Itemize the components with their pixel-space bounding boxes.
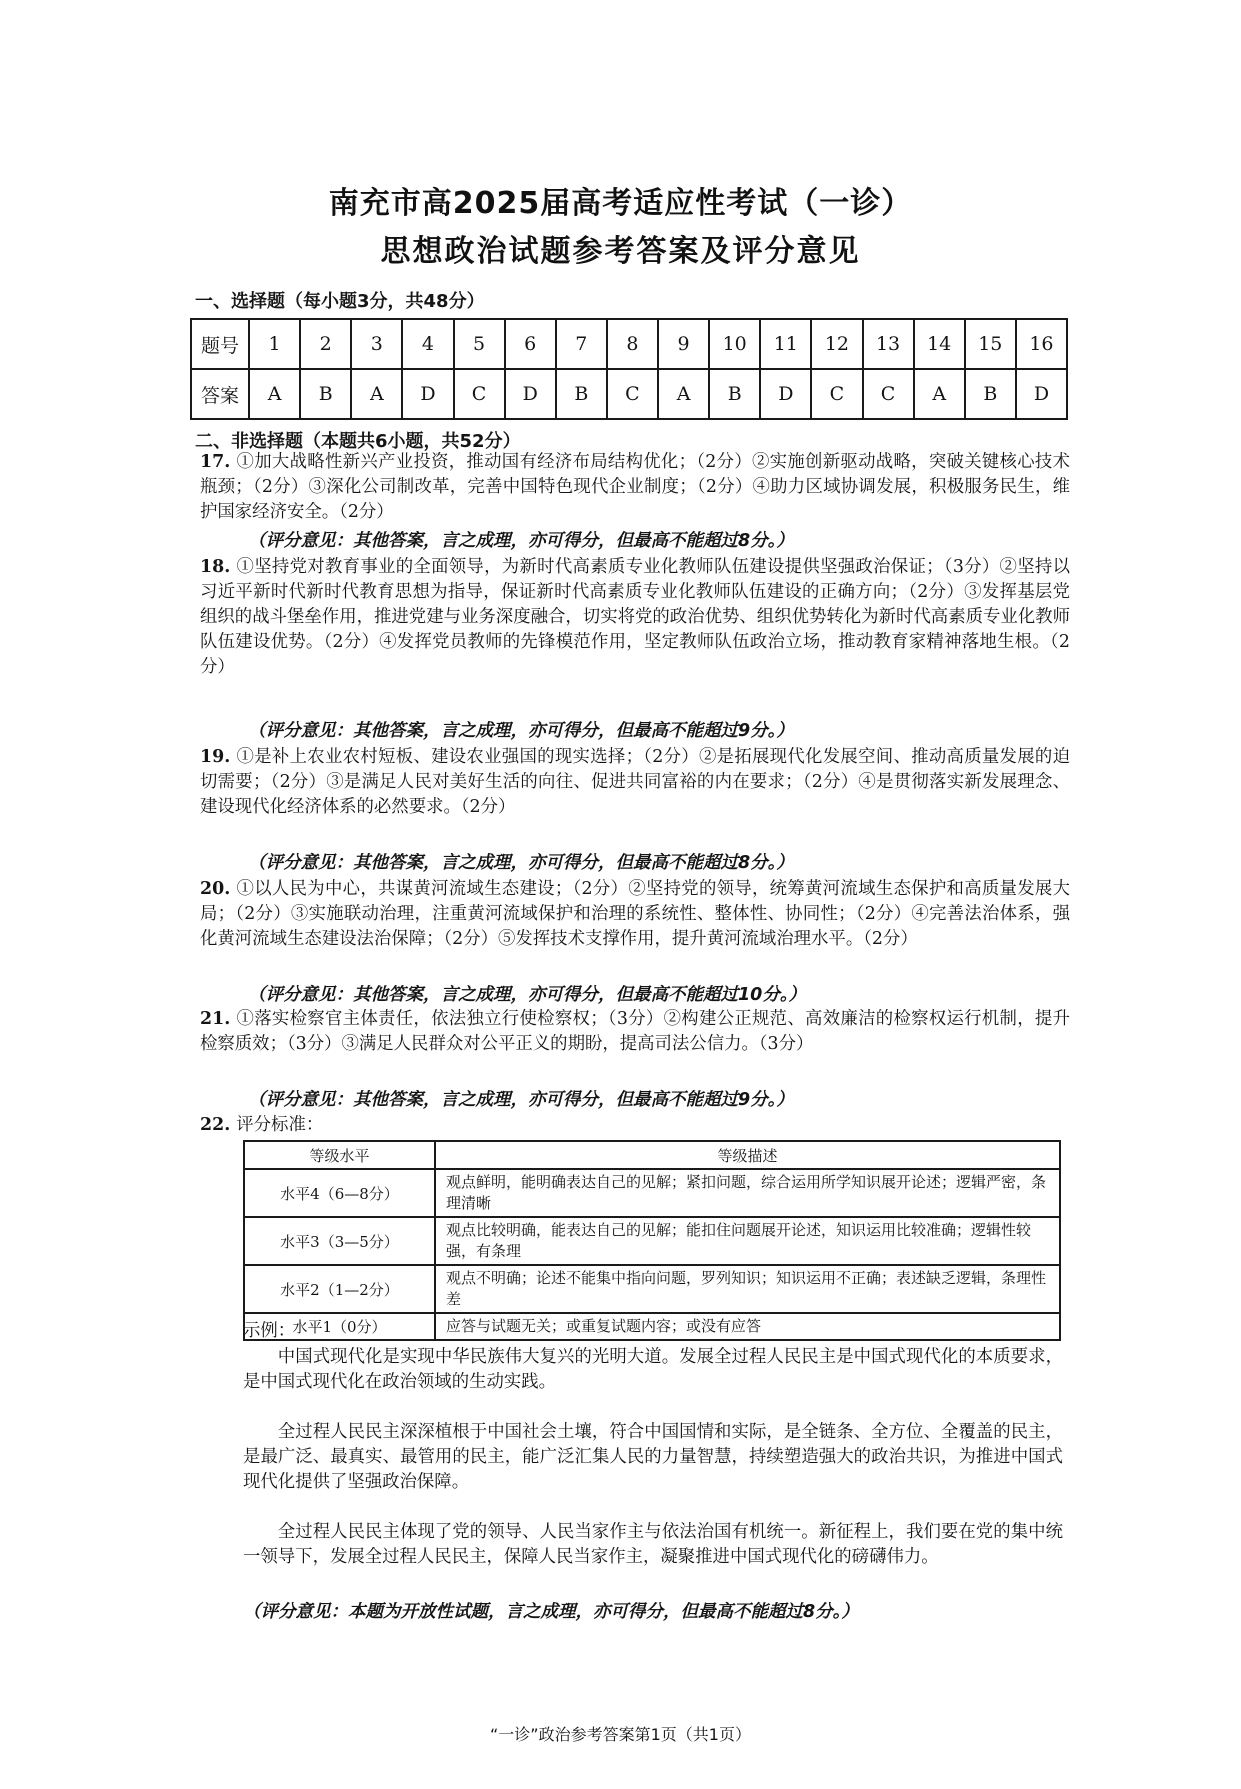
- example-paragraph: 全过程人民民主体现了党的领导、人民当家作主与依法治国有机统一。新征程上，我们要在党的集中统一领导下，发展全过程人民民主，保障人民当家作主，凝聚推进中国式现代化的磅礴伟力。: [243, 1522, 1063, 1567]
- question-number: 17.: [200, 452, 231, 472]
- answer-cell: D: [760, 369, 811, 419]
- question-number: 19.: [200, 747, 231, 767]
- question-number: 13: [863, 319, 914, 369]
- answer-text: ①是补上农业农村短板、建设农业强国的现实选择；（2分）②是拓展现代化发展空间、推动高质量发展的迫切需要；（2分）③是满足人民对美好生活的向往、促进共同富裕的内在要求；（2分）④是贯彻落实新发展理念、建设现代化经济体系的必然要求。（2分）: [200, 747, 1070, 817]
- answer-text: ①坚持党对教育事业的全面领导，为新时代高素质专业化教师队伍建设提供坚强政治保证；（3分）②坚持以习近平新时代新时代教育思想为指导，保证新时代高素质专业化教师队伍建设的正确方向；（2分）③发挥基层党组织的战斗堡垒作用，推进党建与业务深度融合，切实将党的政治优势、组织优势转化为新时代高素质专业化教师队伍建设优势。（2分）④发挥党员教师的先锋模范作用，坚定教师队伍政治立场，推动教育家精神落地生根。（2分）: [200, 557, 1070, 677]
- question-number: 4: [402, 319, 453, 369]
- answer-cell: C: [607, 369, 658, 419]
- level-column-header: 等级水平: [244, 1141, 435, 1169]
- example-label: 示例：: [243, 1321, 296, 1341]
- question-number: 12: [811, 319, 862, 369]
- level-name: 水平3（3—5分）: [244, 1217, 435, 1265]
- answer-text: ①加大战略性新兴产业投资，推动国有经济布局结构优化；（2分）②实施创新驱动战略，突破关键核心技术瓶颈；（2分）③深化公司制改革，完善中国特色现代企业制度；（2分）④助力区域协调发展，积极服务民生，维护国家经济安全。（2分）: [200, 452, 1070, 522]
- grading-note: （评分意见：其他答案，言之成理，亦可得分，但最高不能超过8分。）: [248, 531, 794, 551]
- answer-cell: B: [300, 369, 351, 419]
- question-21-answer: [200, 1007, 1070, 1057]
- answer-cell: C: [811, 369, 862, 419]
- example-paragraph: 全过程人民民主深深植根于中国社会土壤，符合中国国情和实际，是全链条、全方位、全覆盖的民主，是最广泛、最真实、最管用的民主，能广泛汇集人民的力量智慧，持续塑造强大的政治共识，为推进中国式现代化提供了坚强政治保障。: [243, 1422, 1063, 1492]
- grading-standard-label: 评分标准：: [236, 1115, 324, 1135]
- grading-note: （评分意见：其他答案，言之成理，亦可得分，但最高不能超过9分。）: [248, 1090, 794, 1110]
- level-description: 应答与试题无关；或重复试题内容；或没有应答: [435, 1313, 1060, 1340]
- answer-label: 答案: [191, 369, 249, 419]
- answer-cell: A: [249, 369, 300, 419]
- question-number: 8: [607, 319, 658, 369]
- answer-cell: A: [658, 369, 709, 419]
- level-name: 水平2（1—2分）: [244, 1265, 435, 1313]
- question-number-label: 题号: [191, 319, 249, 369]
- answer-text: ①落实检察官主体责任，依法独立行使检察权；（3分）②构建公正规范、高效廉洁的检察权运行机制，提升检察质效；（3分）③满足人民群众对公平正义的期盼，提高司法公信力。（3分）: [200, 1009, 1070, 1054]
- answer-cell: B: [965, 369, 1016, 419]
- question-number: 7: [556, 319, 607, 369]
- question-number-row: [191, 319, 1067, 369]
- question-number: 21.: [200, 1009, 231, 1029]
- question-number: 1: [249, 319, 300, 369]
- page-title: 南充市高2025届高考适应性考试（一诊）: [328, 186, 913, 221]
- question-17-answer: [200, 450, 1070, 525]
- grading-level-table: [243, 1140, 1061, 1341]
- section-1-heading: 一、选择题（每小题3分，共48分）: [195, 291, 485, 312]
- level-row: [244, 1169, 1060, 1217]
- question-number: 14: [914, 319, 965, 369]
- answer-cell: A: [351, 369, 402, 419]
- grading-note: （评分意见：其他答案，言之成理，亦可得分，但最高不能超过10分。）: [248, 985, 807, 1005]
- answer-cell: D: [1016, 369, 1067, 419]
- grading-note: （评分意见：本题为开放性试题，言之成理，亦可得分，但最高不能超过8分。）: [243, 1602, 859, 1622]
- multiple-choice-answer-table: [190, 318, 1068, 420]
- answer-cell: D: [402, 369, 453, 419]
- level-description: 观点比较明确，能表达自己的见解；能扣住问题展开论述，知识运用比较准确；逻辑性较强，有条理: [435, 1217, 1060, 1265]
- answer-cell: C: [454, 369, 505, 419]
- question-number: 5: [454, 319, 505, 369]
- grading-note: （评分意见：其他答案，言之成理，亦可得分，但最高不能超过8分。）: [248, 853, 794, 873]
- answer-cell: C: [863, 369, 914, 419]
- page-footer: “一诊”政治参考答案第1页（共1页）: [490, 1725, 751, 1744]
- description-column-header: 等级描述: [435, 1141, 1060, 1169]
- example-paragraph: 中国式现代化是实现中华民族伟大复兴的光明大道。发展全过程人民民主是中国式现代化的本质要求，是中国式现代化在政治领域的生动实践。: [243, 1347, 1063, 1392]
- answer-cell: B: [709, 369, 760, 419]
- page-subtitle: 思想政治试题参考答案及评分意见: [380, 234, 861, 269]
- section-2-heading: 二、非选择题（本题共6小题，共52分）: [195, 431, 521, 452]
- level-name: 水平1（0分）: [244, 1313, 435, 1340]
- question-number: 18.: [200, 557, 231, 577]
- question-number: 11: [760, 319, 811, 369]
- question-number: 15: [965, 319, 1016, 369]
- question-number: 22.: [200, 1115, 231, 1135]
- answer-cell: B: [556, 369, 607, 419]
- question-number: 2: [300, 319, 351, 369]
- question-20-answer: [200, 877, 1070, 952]
- question-number: 6: [505, 319, 556, 369]
- question-number: 10: [709, 319, 760, 369]
- question-number: 3: [351, 319, 402, 369]
- level-description: 观点不明确；论述不能集中指向问题，罗列知识；知识运用不正确；表述缺乏逻辑，条理性差: [435, 1265, 1060, 1313]
- question-number: 9: [658, 319, 709, 369]
- level-row: [244, 1265, 1060, 1313]
- level-description: 观点鲜明，能明确表达自己的见解；紧扣问题，综合运用所学知识展开论述；逻辑严密，条理清晰: [435, 1169, 1060, 1217]
- level-name: 水平4（6—8分）: [244, 1169, 435, 1217]
- answer-row: [191, 369, 1067, 419]
- question-number: 20.: [200, 879, 231, 899]
- level-row: [244, 1217, 1060, 1265]
- question-number: 16: [1016, 319, 1067, 369]
- answer-cell: D: [505, 369, 556, 419]
- answer-cell: A: [914, 369, 965, 419]
- question-18-answer: [200, 555, 1070, 680]
- answer-text: ①以人民为中心，共谋黄河流域生态建设；（2分）②坚持党的领导，统筹黄河流域生态保护和高质量发展大局；（2分）③实施联动治理，注重黄河流域保护和治理的系统性、整体性、协同性；（2分）④完善法治体系，强化黄河流域生态建设法治保障；（2分）⑤发挥技术支撑作用，提升黄河流域治理水平。（2分）: [200, 879, 1070, 949]
- level-table-header: [244, 1141, 1060, 1169]
- question-19-answer: [200, 745, 1070, 820]
- question-22-heading: [200, 1113, 1070, 1138]
- grading-note: （评分意见：其他答案，言之成理，亦可得分，但最高不能超过9分。）: [248, 721, 794, 741]
